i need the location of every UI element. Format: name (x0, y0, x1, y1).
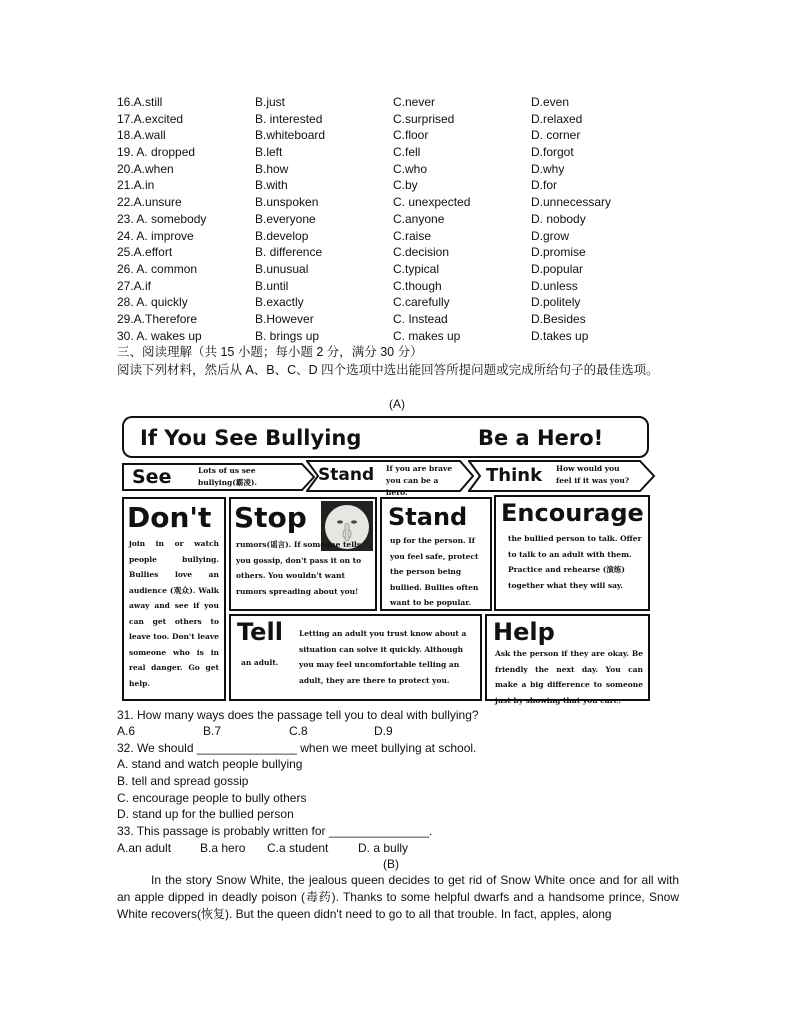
q32-option-b: B. tell and spread gossip (117, 774, 249, 788)
option-row (117, 261, 697, 278)
option-cell: C. makes up (393, 328, 461, 343)
question-31: 31. How many ways does the passage tell you to deal with bullying? (117, 708, 479, 722)
section-instruction: 阅读下列材料，然后从 A、B、C、D 四个选项中选出能回答所提问题或完成所给句子的最佳选项。 (117, 363, 659, 377)
option-cell: B.unusual (255, 261, 309, 276)
option-cell: 21.A.in (117, 178, 155, 193)
think-arrow (468, 460, 656, 492)
option-cell: C.carefully (393, 295, 450, 310)
option-row (117, 144, 697, 161)
answer-options (117, 94, 697, 344)
question-31-options (117, 723, 393, 740)
option-cell: 27.A.if (117, 278, 152, 293)
option-cell: C.by (393, 178, 418, 193)
see-arrow (122, 463, 315, 491)
option-cell: C.though (393, 278, 442, 293)
tell-text: Letting an adult you trust know about a situation can solve it quickly. Although you may feel uncomfortable telling an adult, they are there to protect you. (299, 629, 467, 685)
option-cell: B.until (255, 278, 289, 293)
option-cell: C.decision (393, 245, 450, 260)
q33-option-d: D. a bully (358, 841, 409, 855)
option-row (117, 127, 697, 144)
option-cell: C.typical (393, 261, 440, 276)
stand-up-box (380, 497, 492, 611)
question-33: 33. This passage is probably written for _______________. (117, 824, 433, 838)
poster-title-right: Be a Hero! (478, 426, 604, 450)
option-row (117, 311, 697, 328)
dont-word: Don't (127, 501, 212, 534)
option-row (117, 328, 697, 345)
poster-banner (122, 416, 649, 458)
option-cell: B.just (255, 95, 286, 109)
q31-option-a: A.6 (117, 724, 136, 738)
encourage-box (494, 495, 650, 611)
option-row (117, 111, 697, 128)
option-cell: D.forgot (531, 145, 574, 160)
option-cell: 17.A.excited (117, 111, 184, 126)
option-row (117, 211, 697, 228)
option-cell: D.unnecessary (531, 195, 612, 210)
stop-word: Stop (234, 501, 307, 534)
think-word: Think (486, 465, 543, 486)
option-cell: D.why (531, 161, 565, 176)
option-cell: 26. A. common (117, 261, 198, 276)
option-cell: D. nobody (531, 211, 586, 226)
option-cell: D.unless (531, 278, 578, 293)
passage-label-b (0, 856, 794, 873)
option-cell: D.promise (531, 245, 586, 260)
stop-box (229, 497, 377, 611)
option-cell: D.politely (531, 295, 581, 310)
encourage-word: Encourage (501, 499, 644, 527)
option-row (117, 161, 697, 178)
option-cell: C. Instead (393, 311, 448, 326)
see-word: See (132, 466, 172, 488)
q31-option-b: B.7 (203, 724, 222, 738)
q33-option-b: B.a hero (200, 841, 246, 855)
see-text: Lots of us see bullying(霸凌). (198, 466, 258, 487)
option-cell: D.Besides (531, 311, 586, 326)
option-cell: B.everyone (255, 211, 316, 226)
stand-arrow (306, 460, 474, 497)
option-cell: B.develop (255, 228, 309, 243)
option-cell: C.who (393, 161, 428, 176)
section-title: 三、阅读理解（共 15 小题；每小题 2 分，满分 30 分） (117, 345, 423, 359)
option-row (117, 228, 697, 245)
option-cell: C. unexpected (393, 195, 471, 210)
bullying-poster (118, 413, 656, 705)
tell-box (229, 614, 482, 701)
option-cell: 25.A.effort (117, 245, 173, 260)
q31-option-c: C.8 (289, 724, 308, 738)
option-row (117, 194, 697, 211)
option-row (117, 244, 697, 261)
option-cell: B.how (255, 161, 289, 176)
option-cell: B.with (255, 178, 288, 193)
poster-title-left: If You See Bullying (140, 426, 362, 450)
option-cell: B.left (255, 145, 283, 160)
help-box (485, 614, 650, 705)
option-row (117, 294, 697, 311)
q32-option-c: C. encourage people to bully others (117, 791, 307, 805)
option-cell: 28. A. quickly (117, 295, 188, 310)
tell-sub: an adult. (241, 658, 279, 667)
q33-option-c: C.a student (267, 841, 329, 855)
option-cell: B.exactly (255, 295, 304, 310)
question-33-options (117, 840, 408, 857)
option-cell: B. brings up (255, 328, 320, 343)
stand-up-word: Stand (388, 503, 468, 531)
q32-option-d: D. stand up for the bullied person (117, 807, 294, 821)
question-32: 32. We should _______________ when we meet bullying at school. (117, 741, 477, 755)
option-cell: 20.A.when (117, 161, 174, 176)
help-text: Ask the person if they are okay. Be friendly the next day. You can make a big difference to someone just by showing that you care. (495, 649, 643, 705)
option-cell: D. corner (531, 128, 581, 143)
tell-word: Tell (237, 618, 283, 646)
dont-box (122, 497, 226, 701)
option-cell: 16.A.still (117, 95, 163, 109)
q32-option-a: A. stand and watch people bullying (117, 757, 303, 771)
option-cell: C.floor (393, 128, 429, 143)
help-word: Help (493, 618, 555, 646)
stand-word: Stand (318, 465, 375, 485)
stand-up-text: up for the person. If you feel safe, protect the person being bullied. Bullies often want to be popular. (390, 536, 479, 607)
passage-b-text: In the story Snow White, the jealous queen decides to get rid of Snow White once and for all with an apple dipped in deadly poison (毒药). Thanks to some helpful dwarfs and a handsome prince, Snow White recovers(恢复). But the queen didn't need to go to all that trouble. In fact, apples, along (117, 873, 679, 921)
option-cell: B. interested (255, 111, 323, 126)
option-cell: 22.A.unsure (117, 195, 182, 210)
option-cell: 23. A. somebody (117, 211, 207, 226)
option-cell: 24. A. improve (117, 228, 194, 243)
think-text: How would you feel if it was you? (556, 464, 630, 485)
option-row (117, 177, 697, 194)
option-cell: C.surprised (393, 111, 455, 126)
option-cell: C.fell (393, 145, 421, 160)
option-cell: D.relaxed (531, 111, 583, 126)
option-cell: 18.A.wall (117, 128, 166, 143)
option-cell: D.for (531, 178, 558, 193)
option-cell: 30. A. wakes up (117, 328, 202, 343)
option-cell: 19. A. dropped (117, 145, 196, 160)
option-row (117, 278, 697, 295)
dont-text: join in or watch people bullying. Bullies love an audience (观众). Walk away and see if you can get others to leave too. Don't leave someone who is in real danger. Go get help. (129, 539, 219, 688)
option-cell: C.never (393, 95, 436, 109)
q31-option-d: D.9 (374, 724, 393, 738)
passage-label-a: (A) (389, 397, 405, 411)
passage-label-b-text: (B) (383, 857, 399, 871)
stand-text: If you are brave you can be a hero. (386, 464, 453, 497)
option-cell: 29.A.Therefore (117, 311, 198, 326)
encourage-text: the bullied person to talk. Offer to talk to an adult with them. Practice and rehearse (演练) together what they will say. (508, 534, 642, 590)
option-cell: B.unspoken (255, 195, 319, 210)
q33-option-a: A.an adult (117, 841, 172, 855)
option-cell: C.anyone (393, 211, 445, 226)
stop-text: rumors(谣言). If someone tells you gossip, don't pass it on to others. You wouldn't want rumors spreading about you! (236, 540, 362, 596)
option-cell: D.even (531, 95, 570, 109)
option-cell: B.However (255, 311, 314, 326)
option-cell: B. difference (255, 245, 323, 260)
option-cell: D.takes up (531, 328, 589, 343)
option-cell: D.grow (531, 228, 570, 243)
option-cell: C.raise (393, 228, 432, 243)
option-cell: D.popular (531, 261, 584, 276)
option-cell: B.whiteboard (255, 128, 326, 143)
option-row (117, 94, 697, 111)
